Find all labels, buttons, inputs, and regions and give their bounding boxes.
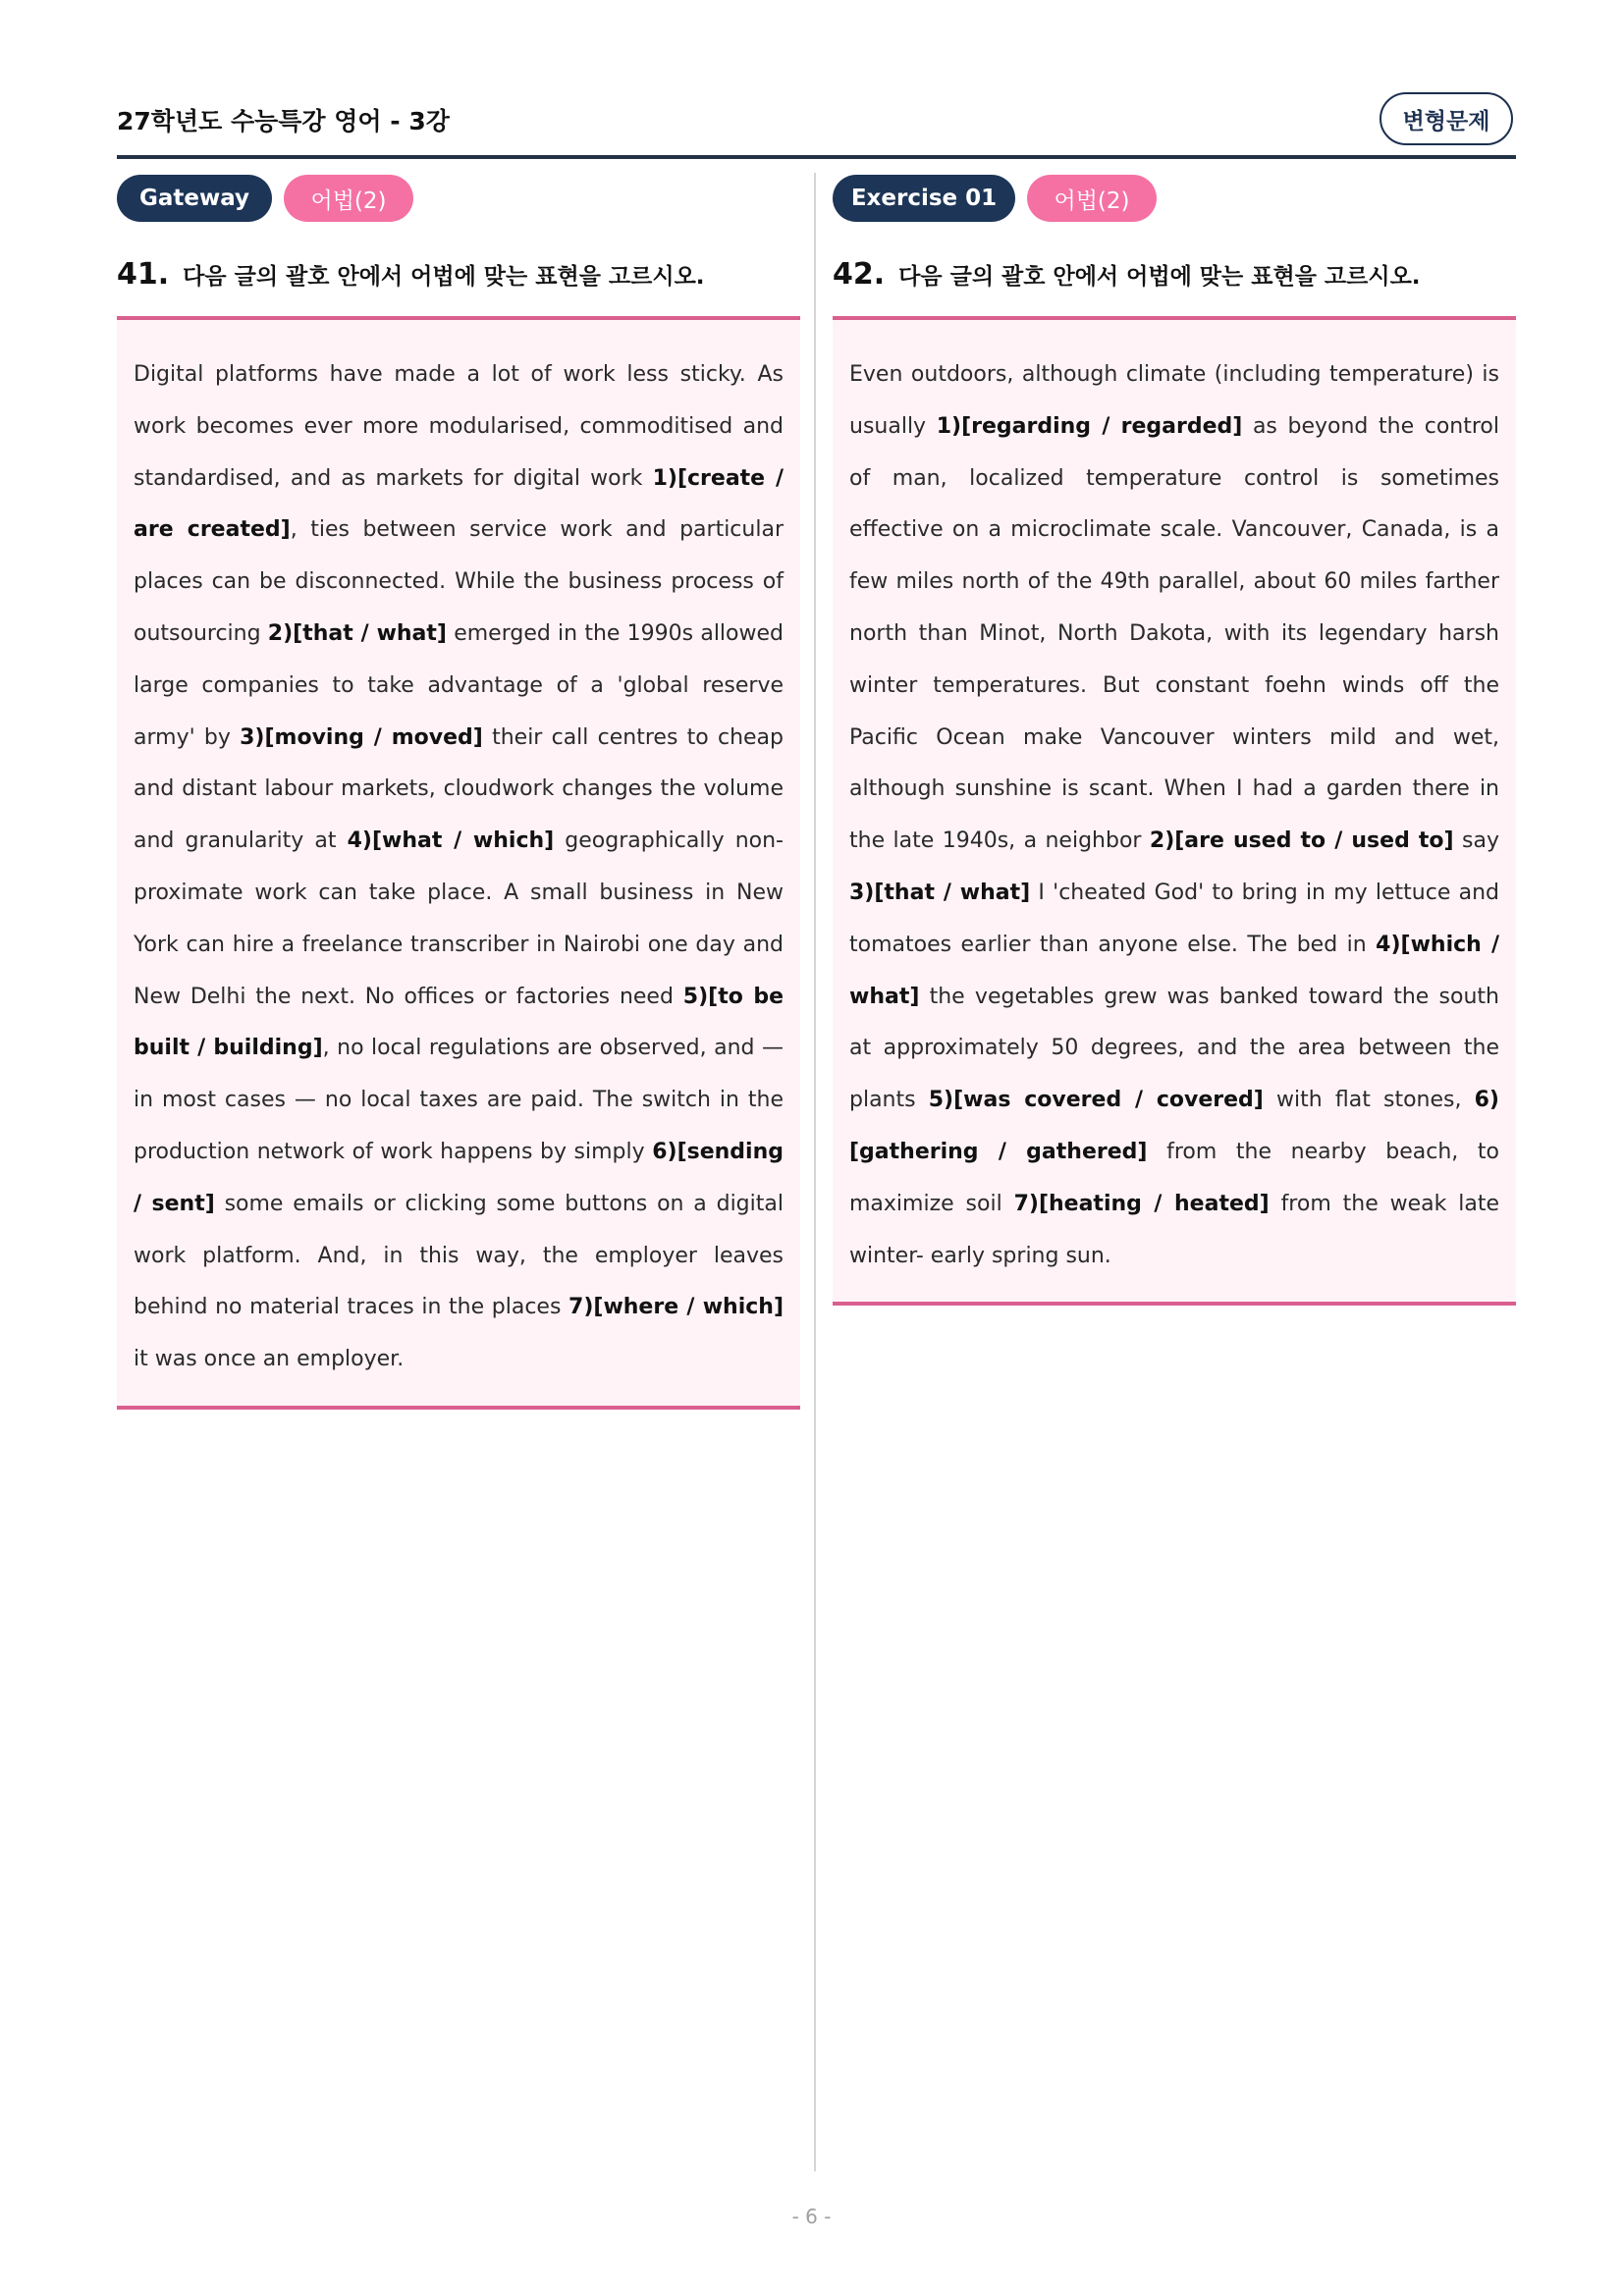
right-column bbox=[833, 175, 1516, 1306]
passage-text: Even outdoors, although climate (including temperature) is usually bbox=[849, 362, 1499, 439]
passage-text: some emails or clicking some buttons on a digital work platform. And, in this way, the employer leaves behind no material traces in the places bbox=[134, 1191, 784, 1320]
grammar-choice: 3)[moving / moved] bbox=[240, 724, 483, 750]
right-tag-exercise: Exercise 01 bbox=[833, 175, 1015, 222]
left-question-line bbox=[117, 257, 800, 293]
passage-text: their call centres to cheap and distant labour markets, cloudwork changes the volume and granularity at bbox=[134, 724, 784, 854]
page-number: - 6 - bbox=[791, 2205, 832, 2228]
passage-text: say bbox=[1453, 828, 1499, 854]
passage-text: the vegetables grew was banked toward the south at approximately 50 degrees, and the area between the plants bbox=[849, 984, 1499, 1113]
column-divider bbox=[814, 173, 816, 2171]
left-tag-category: 어법(2) bbox=[284, 175, 413, 222]
left-question-text: 다음 글의 괄호 안에서 어법에 맞는 표현을 고르시오. bbox=[183, 264, 705, 290]
passage-text: emerged in the 1990s allowed large companies to take advantage of a 'global reserve army' by bbox=[134, 620, 784, 750]
header-divider bbox=[117, 155, 1516, 159]
grammar-choice: 4)[what / which] bbox=[347, 828, 555, 854]
grammar-choice: 5)[was covered / covered] bbox=[928, 1088, 1264, 1113]
passage-text: as beyond the control of man, localized temperature control is sometimes effective on a microclimate scale. Vancouver, Canada, is a few miles north of the 49th parallel, about 60 miles farther north than Minot, North Dakota, with its legendary harsh winter temperatures. But constant foehn winds off the Pacific Ocean make Vancouver winters mild and wet, although sunshine is scant. When I had a garden there in the late 1940s, a neighbor bbox=[849, 413, 1499, 854]
grammar-choice: 1)[create / are created] bbox=[134, 465, 784, 543]
grammar-choice: 6)[sending / sent] bbox=[134, 1139, 784, 1216]
grammar-choice: 2)[that / what] bbox=[267, 620, 447, 646]
grammar-choice: 6)[gathering / gathered] bbox=[849, 1088, 1499, 1164]
left-passage bbox=[117, 316, 800, 1410]
passage-text: , ties between service work and particular places can be disconnected. While the business process of outsourcing bbox=[134, 517, 784, 646]
right-question-text: 다음 글의 괄호 안에서 어법에 맞는 표현을 고르시오. bbox=[898, 264, 1421, 290]
grammar-choice: 2)[are used to / used to] bbox=[1149, 828, 1454, 854]
left-question-number: 41. bbox=[117, 257, 170, 292]
header-badge: 변형문제 bbox=[1380, 92, 1513, 145]
left-tag-gateway: Gateway bbox=[117, 175, 272, 222]
right-tag-row bbox=[833, 175, 1516, 222]
grammar-choice: 3)[that / what] bbox=[849, 880, 1031, 905]
grammar-choice: 7)[where / which] bbox=[568, 1295, 784, 1320]
grammar-choice: 7)[heating / heated] bbox=[1013, 1191, 1270, 1216]
passage-text: from the weak late winter- early spring sun. bbox=[849, 1191, 1499, 1268]
grammar-choice: 1)[regarding / regarded] bbox=[936, 413, 1243, 439]
passage-text: Digital platforms have made a lot of work less sticky. As work becomes ever more modularised, commoditised and standardised, and as markets for digital work bbox=[134, 362, 784, 491]
passage-text: it was once an employer. bbox=[134, 1347, 405, 1372]
page-title: 27학년도 수능특강 영어 - 3강 bbox=[117, 107, 450, 135]
passage-text: geographically non-proximate work can take place. A small business in New York can hire a freelance transcriber in Nairobi one day and New Delhi the next. No offices or factories need bbox=[134, 828, 784, 1009]
passage-text: I 'cheated God' to bring in my lettuce and tomatoes earlier than anyone else. The bed in bbox=[849, 880, 1500, 957]
passage-text: from the nearby beach, to maximize soil bbox=[849, 1139, 1500, 1216]
right-question-line bbox=[833, 257, 1516, 293]
left-tag-row bbox=[117, 175, 800, 222]
passage-text: with flat stones, bbox=[1263, 1088, 1475, 1113]
grammar-choice: 4)[which / what] bbox=[849, 932, 1499, 1009]
right-question-number: 42. bbox=[833, 257, 886, 292]
passage-text: , no local regulations are observed, and — in most cases — no local taxes are paid. The switch in the production network of work happens by simply bbox=[134, 1036, 784, 1164]
left-column bbox=[117, 175, 800, 1410]
right-tag-category: 어법(2) bbox=[1027, 175, 1157, 222]
grammar-choice: 5)[to be built / building] bbox=[134, 984, 784, 1061]
right-passage bbox=[833, 316, 1516, 1306]
